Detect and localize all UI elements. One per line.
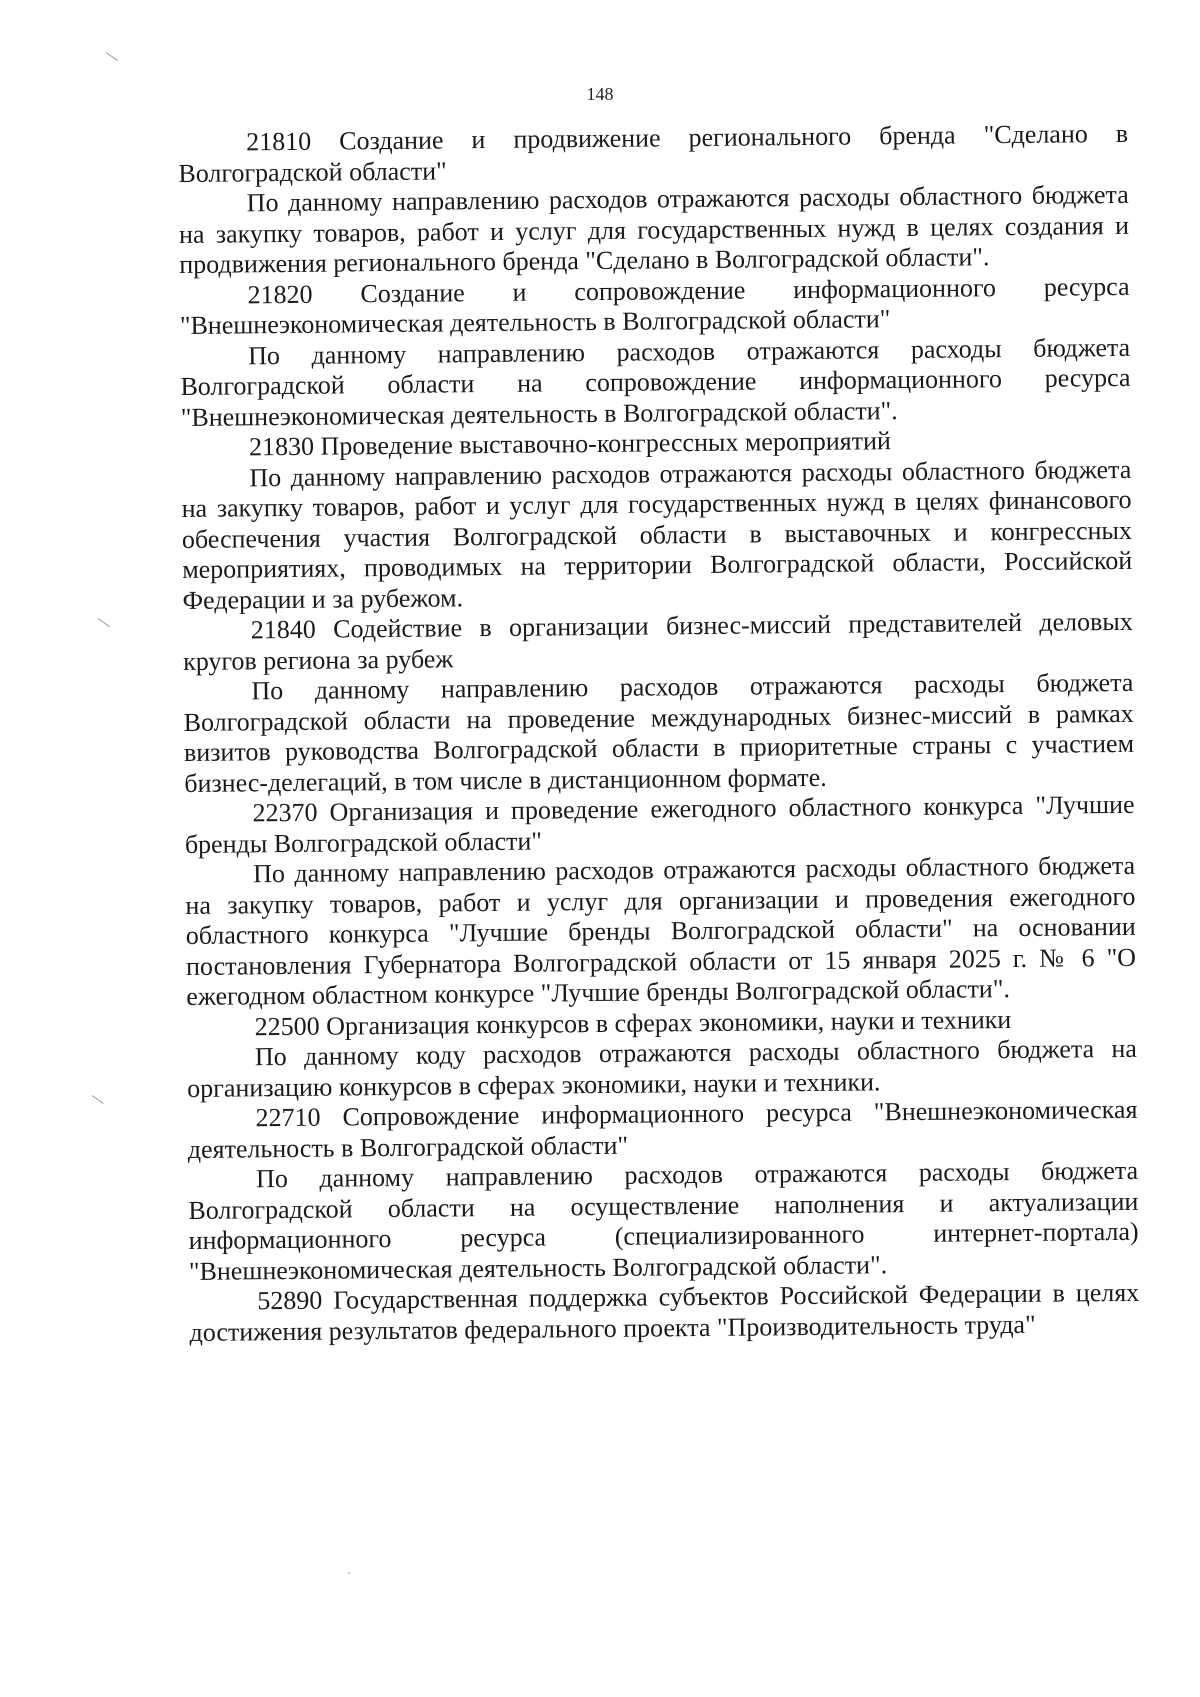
section-body-21840: По данному направлению расходов отражаются расходы бюджета Волгоградской области на проведение международных бизнес-миссий в рамках визитов руководства Волгоградской области в приоритетные страны с участием бизнес-делегаций, в том числе в дистанционном формате. bbox=[183, 667, 1135, 798]
scan-mark bbox=[92, 1095, 106, 1105]
section-heading-22370: 22370 Организация и проведение ежегодного областного конкурса "Лучшие бренды Волгоградской области" bbox=[184, 789, 1135, 859]
document-body bbox=[178, 119, 1140, 1348]
section-heading-52890: 52890 Государственная поддержка субъектов Российской Федерации в целях достижения результатов федерального проекта "Производительность труда" bbox=[189, 1277, 1140, 1347]
page-number: 148 bbox=[586, 84, 614, 104]
section-heading-21840: 21840 Содействие в организации бизнес-миссий представителей деловых кругов региона за рубеж bbox=[182, 606, 1133, 676]
scan-mark bbox=[98, 618, 112, 628]
scan-speck bbox=[348, 1572, 350, 1574]
section-body-21810: По данному направлению расходов отражаются расходы областного бюджета на закупку товаров, работ и услуг для государственных нужд в целях создания и продвижения регионального бренда "Сделано в Волгоградской области". bbox=[178, 179, 1130, 279]
section-body-22500: По данному коду расходов отражаются расходы областного бюджета на организацию конкурсов в сферах экономики, науки и техники. bbox=[187, 1033, 1138, 1103]
section-heading-22500: 22500 Организация конкурсов в сферах экономики, науки и техники bbox=[254, 1004, 1012, 1041]
section-heading-21820: 21820 Создание и сопровождение информационного ресурса "Внешнеэкономическая деятельность в Волгоградской области" bbox=[179, 271, 1130, 340]
scan-mark bbox=[106, 52, 120, 62]
section-heading-21810: 21810 Создание и продвижение регионального бренда "Сделано в Волгоградской области" bbox=[178, 118, 1129, 188]
section-heading-22710: 22710 Сопровождение информационного ресурса "Внешнеэкономическая деятельность в Волгоградской области" bbox=[187, 1094, 1138, 1164]
section-body-22710: По данному направлению расходов отражаются расходы бюджета Волгоградской области на осуществление наполнения и актуализации информационного ресурса (специализированного интернет-портала) "Внешнеэкономическая деятельность Волгоградской области". bbox=[188, 1155, 1139, 1286]
section-body-21830: По данному направлению расходов отражаются расходы областного бюджета на закупку товаров, работ и услуг для государственных нужд в целях финансового обеспечения участия Волгоградской области в выставочных и конгрессных мероприятиях, проводимых на территории Волгоградской области, Российской Федерации и за рубежом. bbox=[181, 454, 1133, 615]
section-body-21820: По данному направлению расходов отражаются расходы бюджета Волгоградской области на сопровождение информационного ресурса "Внешнеэкономическая деятельность в Волгоградской области". bbox=[180, 332, 1131, 432]
section-heading-21830: 21830 Проведение выставочно-конгрессных мероприятий bbox=[248, 426, 892, 462]
section-body-22370: По данному направлению расходов отражаются расходы областного бюджета на закупку товаров, работ и услуг для организации и проведения ежегодного областного конкурса "Лучшие бренды Волгоградской области" на основании постановления Губернатора Волгоградской области от 15 января 2025 г. № 6 "О ежегодном областном конкурсе "Лучшие бренды Волгоградской области". bbox=[185, 850, 1137, 1011]
